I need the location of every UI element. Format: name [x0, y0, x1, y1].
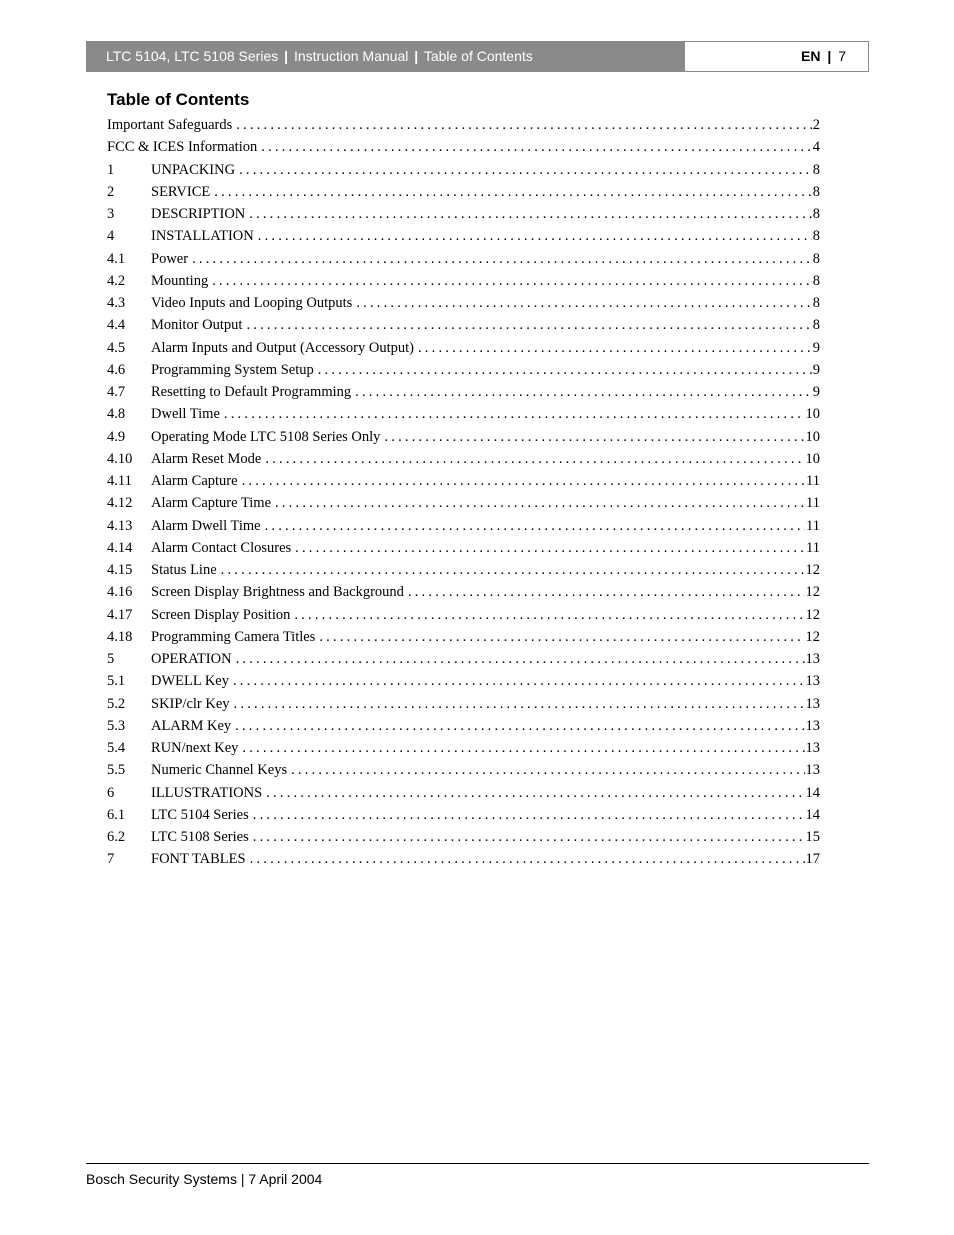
- toc-entry-number: 4.8: [107, 406, 126, 423]
- toc-leader-dots: [246, 314, 811, 336]
- toc-leader-dots: [236, 114, 812, 136]
- toc-entry-number: 4.6: [107, 361, 126, 378]
- toc-entry-title: Alarm Inputs and Output (Accessory Output): [151, 339, 414, 356]
- toc-entry-page: 9: [812, 361, 820, 378]
- toc-leader-dots: [319, 626, 804, 648]
- footer: [86, 1171, 322, 1187]
- toc-leader-dots: [408, 581, 805, 603]
- toc-entry-page: 8: [812, 161, 820, 178]
- toc-leader-dots: [265, 448, 804, 470]
- toc-entry[interactable]: [107, 448, 820, 470]
- toc-entry-title: DWELL Key: [151, 673, 229, 690]
- toc-leader-dots: [384, 426, 804, 448]
- toc-entry-number: 3: [107, 206, 115, 222]
- toc-entry-title: Dwell Time: [151, 406, 220, 423]
- toc-entry[interactable]: [107, 559, 820, 581]
- toc-entry[interactable]: [107, 381, 820, 403]
- toc-leader-dots: [235, 715, 804, 737]
- toc-entry[interactable]: [107, 248, 820, 270]
- toc-entry-page: 13: [805, 673, 820, 690]
- toc-leader-dots: [236, 648, 805, 670]
- toc-entry-number: 4.2: [107, 272, 126, 289]
- toc-leader-dots: [265, 515, 805, 537]
- toc-entry-title: Power: [151, 250, 189, 267]
- toc-entry-number: 5.5: [107, 762, 126, 779]
- toc-entry-number: 1: [107, 161, 115, 178]
- toc-entry-title: INSTALLATION: [151, 228, 254, 245]
- toc-entry-page: 8: [812, 228, 820, 245]
- toc-entry-title: Numeric Channel Keys: [151, 762, 288, 779]
- toc-entry-page: 10: [805, 450, 820, 467]
- toc-entry-number: 6: [107, 784, 115, 801]
- toc-entry-page: 13: [805, 740, 820, 756]
- toc-entry[interactable]: [107, 314, 820, 336]
- toc-entry-number: 5.2: [107, 695, 126, 712]
- toc-entry-page: 13: [805, 695, 820, 712]
- toc-entry[interactable]: [107, 270, 820, 292]
- toc-entry-page: 8: [812, 206, 820, 222]
- toc-entry-number: 5.4: [107, 740, 126, 756]
- toc-leader-dots: [291, 759, 804, 781]
- toc-entry-number: 4.15: [107, 562, 133, 578]
- toc-entry-title: Alarm Capture Time: [151, 495, 272, 512]
- toc-entry-number: 7: [107, 851, 115, 868]
- toc-entry[interactable]: [107, 804, 820, 826]
- footer-date: 7 April 2004: [248, 1171, 323, 1187]
- toc-entry-page: 13: [805, 651, 820, 667]
- toc-entry-title: Video Inputs and Looping Outputs: [151, 295, 353, 311]
- toc-leader-dots: [214, 181, 811, 203]
- toc-entry-page: 8: [812, 317, 820, 334]
- toc-entry-page: 8: [812, 272, 820, 289]
- toc-entry-title: Monitor Output: [151, 317, 243, 334]
- toc-entry-number: 4.13: [107, 517, 133, 534]
- toc-entry[interactable]: [107, 426, 820, 448]
- toc-entry[interactable]: [107, 114, 820, 136]
- toc-entry-title: SKIP/clr Key: [151, 695, 230, 712]
- toc-leader-dots: [253, 826, 805, 848]
- toc-entry-title: Resetting to Default Programming: [151, 384, 352, 400]
- toc-entry-title: LTC 5104 Series: [151, 806, 249, 823]
- toc-entry-page: 8: [812, 295, 820, 311]
- toc-entry-title: ILLUSTRATIONS: [151, 784, 263, 801]
- toc-leader-dots: [258, 225, 812, 247]
- toc-entry-page: 10: [805, 428, 820, 445]
- toc-entry-number: 6.1: [107, 806, 126, 823]
- header-page-number: 7: [838, 48, 846, 64]
- toc-entry-title: Alarm Reset Mode: [151, 450, 262, 467]
- toc-entry-page: 8: [812, 250, 820, 267]
- toc-entry-title: Important Safeguards: [107, 117, 233, 133]
- toc-entry-title: Alarm Capture: [151, 473, 238, 489]
- footer-separator: |: [240, 1171, 245, 1187]
- toc-entry-page: 10: [805, 406, 820, 423]
- toc-leader-dots: [242, 470, 805, 492]
- footer-divider: [86, 1163, 869, 1164]
- toc-entry-title: FONT TABLES: [151, 851, 246, 868]
- header-language: EN: [801, 48, 821, 64]
- toc-entry[interactable]: [107, 782, 820, 804]
- toc-entry[interactable]: [107, 359, 820, 381]
- toc-entry[interactable]: [107, 737, 820, 759]
- toc-entry-page: 14: [805, 806, 820, 823]
- toc-entry-title: UNPACKING: [151, 161, 236, 178]
- toc-entry-title: Mounting: [151, 272, 209, 289]
- toc-leader-dots: [242, 737, 804, 759]
- toc-entry-page: 9: [812, 339, 820, 356]
- toc-entry-page: 2: [812, 117, 820, 133]
- toc-entry-title: DESCRIPTION: [151, 206, 246, 222]
- toc-entry-page: 12: [805, 606, 820, 623]
- toc-leader-dots: [212, 270, 812, 292]
- toc-entry[interactable]: [107, 470, 820, 492]
- toc-entry-number: 4.3: [107, 295, 126, 311]
- toc-entry-number: 4.14: [107, 539, 133, 556]
- toc-leader-dots: [239, 159, 812, 181]
- toc-leader-dots: [355, 381, 812, 403]
- toc-entry-page: 13: [805, 717, 820, 734]
- toc-entry-number: 4.5: [107, 339, 126, 356]
- toc-leader-dots: [418, 337, 812, 359]
- toc-entry-number: 4.18: [107, 628, 133, 645]
- toc-leader-dots: [295, 537, 805, 559]
- toc-entry[interactable]: [107, 848, 820, 870]
- toc-entry[interactable]: [107, 203, 820, 225]
- toc-entry-title: Screen Display Brightness and Background: [151, 584, 404, 601]
- toc-list: [107, 114, 820, 871]
- toc-entry-number: 4.17: [107, 606, 133, 623]
- footer-company: Bosch Security Systems: [86, 1171, 237, 1187]
- toc-entry-page: 8: [812, 183, 820, 200]
- toc-entry[interactable]: [107, 515, 820, 537]
- toc-entry-page: 12: [805, 584, 820, 601]
- toc-entry-title: Programming Camera Titles: [151, 628, 316, 645]
- toc-entry-number: 5.3: [107, 717, 126, 734]
- toc-entry[interactable]: [107, 337, 820, 359]
- toc-entry-number: 4.11: [107, 473, 132, 489]
- toc-entry-title: RUN/next Key: [151, 740, 239, 756]
- header-separator: |: [827, 48, 832, 64]
- toc-entry-title: Alarm Dwell Time: [151, 517, 261, 534]
- toc-entry[interactable]: [107, 759, 820, 781]
- toc-leader-dots: [275, 492, 805, 514]
- toc-entry[interactable]: [107, 648, 820, 670]
- header-doc-type: Instruction Manual: [293, 48, 409, 64]
- toc-entry-number: 2: [107, 183, 115, 200]
- toc-entry-number: 4.12: [107, 495, 133, 512]
- toc-entry[interactable]: [107, 537, 820, 559]
- toc-entry[interactable]: [107, 159, 820, 181]
- toc-entry-page: 14: [805, 784, 820, 801]
- toc-entry-title: SERVICE: [151, 183, 211, 200]
- toc-entry-page: 11: [806, 539, 820, 556]
- toc-entry-page: 17: [805, 851, 820, 868]
- toc-entry-number: 4.1: [107, 250, 126, 267]
- toc-entry[interactable]: [107, 581, 820, 603]
- toc-entry-number: 6.2: [107, 829, 126, 845]
- toc-entry-number: 4.4: [107, 317, 126, 334]
- toc-entry[interactable]: [107, 626, 820, 648]
- toc-leader-dots: [356, 292, 811, 314]
- toc-entry-page: 15: [805, 829, 820, 845]
- toc-leader-dots: [234, 693, 805, 715]
- header-page-box: [684, 41, 869, 72]
- toc-entry-title: ALARM Key: [151, 717, 232, 734]
- toc-entry-page: 12: [805, 628, 820, 645]
- toc-entry-title: Screen Display Position: [151, 606, 291, 623]
- toc-entry[interactable]: [107, 604, 820, 626]
- toc-leader-dots: [266, 782, 804, 804]
- toc-leader-dots: [253, 804, 805, 826]
- toc-entry[interactable]: [107, 181, 820, 203]
- toc-leader-dots: [261, 136, 812, 158]
- toc-entry-number: 4.10: [107, 450, 133, 467]
- toc-entry[interactable]: [107, 136, 820, 158]
- toc-entry-page: 11: [806, 517, 820, 534]
- toc-entry[interactable]: [107, 225, 820, 247]
- toc-entry-title: Operating Mode LTC 5108 Series Only: [151, 428, 381, 445]
- toc-entry-page: 9: [812, 384, 820, 400]
- toc-entry-number: 4.7: [107, 384, 126, 400]
- toc-entry-title: Status Line: [151, 562, 217, 578]
- toc-entry-number: 4.16: [107, 584, 133, 601]
- toc-leader-dots: [249, 203, 811, 225]
- toc-entry-number: 4: [107, 228, 115, 245]
- toc-leader-dots: [318, 359, 812, 381]
- toc-leader-dots: [250, 848, 805, 870]
- header-bar: [86, 41, 684, 72]
- toc-leader-dots: [294, 604, 804, 626]
- header-product: LTC 5104, LTC 5108 Series: [106, 48, 279, 64]
- header-separator: |: [414, 48, 419, 64]
- toc-entry[interactable]: [107, 693, 820, 715]
- toc-entry-number: 5.1: [107, 673, 126, 690]
- toc-entry-page: 13: [805, 762, 820, 779]
- toc-entry-title: OPERATION: [151, 651, 232, 667]
- toc-entry[interactable]: [107, 492, 820, 514]
- toc-leader-dots: [224, 403, 805, 425]
- toc-entry-title: LTC 5108 Series: [151, 829, 249, 845]
- toc-entry-page: 4: [812, 139, 820, 156]
- header-separator: |: [284, 48, 289, 64]
- header-section: Table of Contents: [423, 48, 533, 64]
- toc-title: Table of Contents: [107, 90, 250, 109]
- toc-entry-number: 4.9: [107, 428, 126, 445]
- toc-entry-page: 12: [805, 562, 820, 578]
- toc-entry-title: FCC & ICES Information: [107, 139, 258, 156]
- toc-entry[interactable]: [107, 670, 820, 692]
- toc-entry-title: Alarm Contact Closures: [151, 539, 292, 556]
- toc-leader-dots: [233, 670, 805, 692]
- toc-leader-dots: [221, 559, 805, 581]
- toc-entry[interactable]: [107, 826, 820, 848]
- toc-leader-dots: [192, 248, 812, 270]
- toc-entry[interactable]: [107, 403, 820, 425]
- toc-entry-page: 11: [806, 473, 820, 489]
- toc-entry[interactable]: [107, 715, 820, 737]
- toc-entry-title: Programming System Setup: [151, 361, 314, 378]
- toc-entry-page: 11: [806, 495, 820, 512]
- toc-entry-number: 5: [107, 651, 115, 667]
- toc-entry[interactable]: [107, 292, 820, 314]
